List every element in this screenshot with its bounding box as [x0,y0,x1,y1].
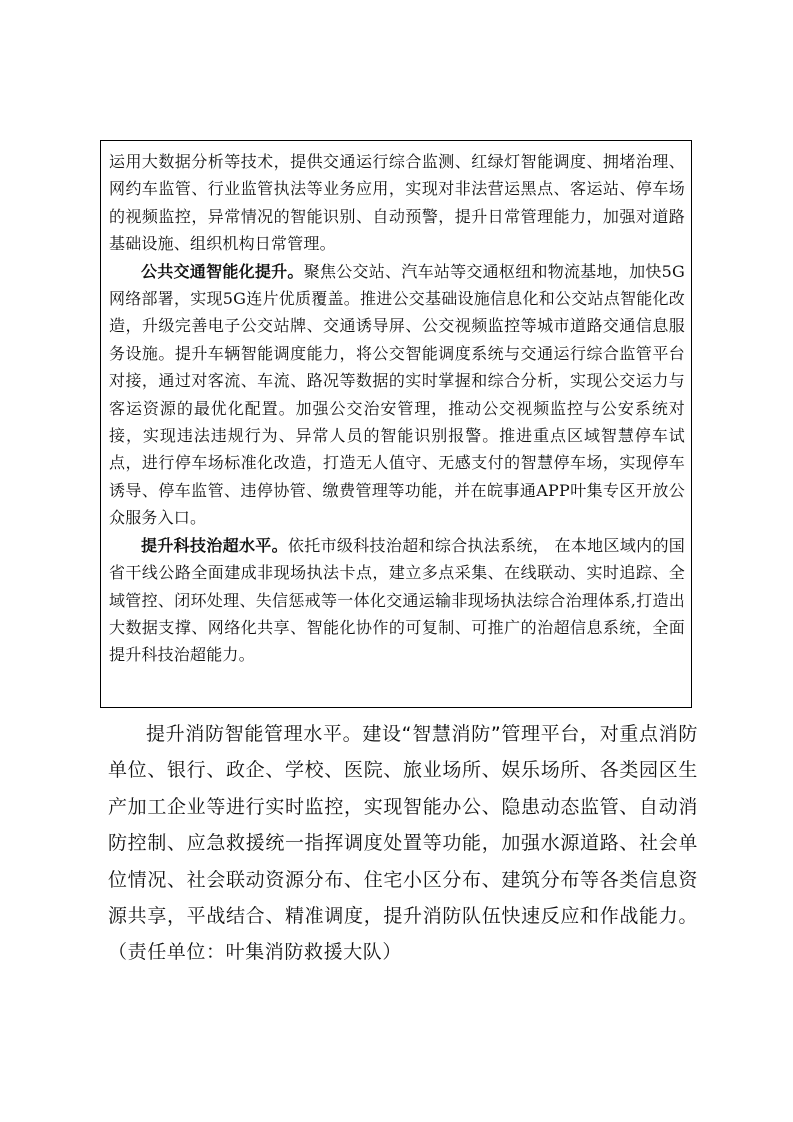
paragraph-heading-public-transit: 公共交通智能化提升。 [141,261,304,281]
paragraph-text: 依托市级科技治超和综合执法系统， 在本地区域内的国省干线公路全面建成非现场执法卡点，建立多点采集、在线联动、实时追踪、全域管控、闭环处理、失信惩戒等一体化交通运输非现场执法综合治理体系,打造出大数据支撑、网络化共享、智能化协作的可复制、可推广的治超信息系统，全面提升科技治超能力。 [109,535,685,665]
boxed-text-section [100,140,692,708]
box-paragraph-2 [109,258,685,532]
box-paragraph-1: 运用大数据分析等技术，提供交通运行综合监测、红绿灯智能调度、拥堵治理、网约车监管、行业监管执法等业务应用，实现对非法营运黑点、客运站、停车场的视频监控，异常情况的智能识别、自动预警，提升日常管理能力，加强对道路基础设施、组织机构日常管理。 [109,152,685,254]
paragraph-text: 聚焦公交站、汽车站等交通枢纽和物流基地，加快5G网络部署，实现5G连片优质覆盖。推进公交基础设施信息化和公交站点智能化改造，升级完善电子公交站牌、交通诱导屏、公交视频监控等城市道路交通信息服务设施。提升车辆智能调度能力，将公交智能调度系统与交通运行综合监管平台对接，通过对客流、车流、路况等数据的实时掌握和综合分析，实现公交运力与客运资源的最优化配置。加强公交治安管理，推动公交视频监控与公安系统对接，实现违法违规行为、异常人员的智能识别报警。推进重点区域智慧停车试点，进行停车场标准化改造，打造无人值守、无感支付的智慧停车场，实现停车诱导、停车监管、违停协管、缴费管理等功能，并在皖事通APP叶集专区开放公众服务入口。 [109,261,685,528]
box-paragraph-3 [109,532,685,669]
body-paragraph-fire-safety: 提升消防智能管理水平。建设“智慧消防”管理平台，对重点消防单位、银行、政企、学校、医院、旅业场所、娱乐场所、各类园区生产加工企业等进行实时监控，实现智能办公、隐患动态监管、自动消防控制、应急救援统一指挥调度处置等功能，加强水源道路、社会单位情况、社会联动资源分布、住宅小区分布、建筑分布等各类信息资源共享，平战结合、精准调度，提升消防队伍快速反应和作战能力。（责任单位：叶集消防救援大队） [108,723,698,964]
paragraph-heading-overload-control: 提升科技治超水平。 [141,535,288,555]
